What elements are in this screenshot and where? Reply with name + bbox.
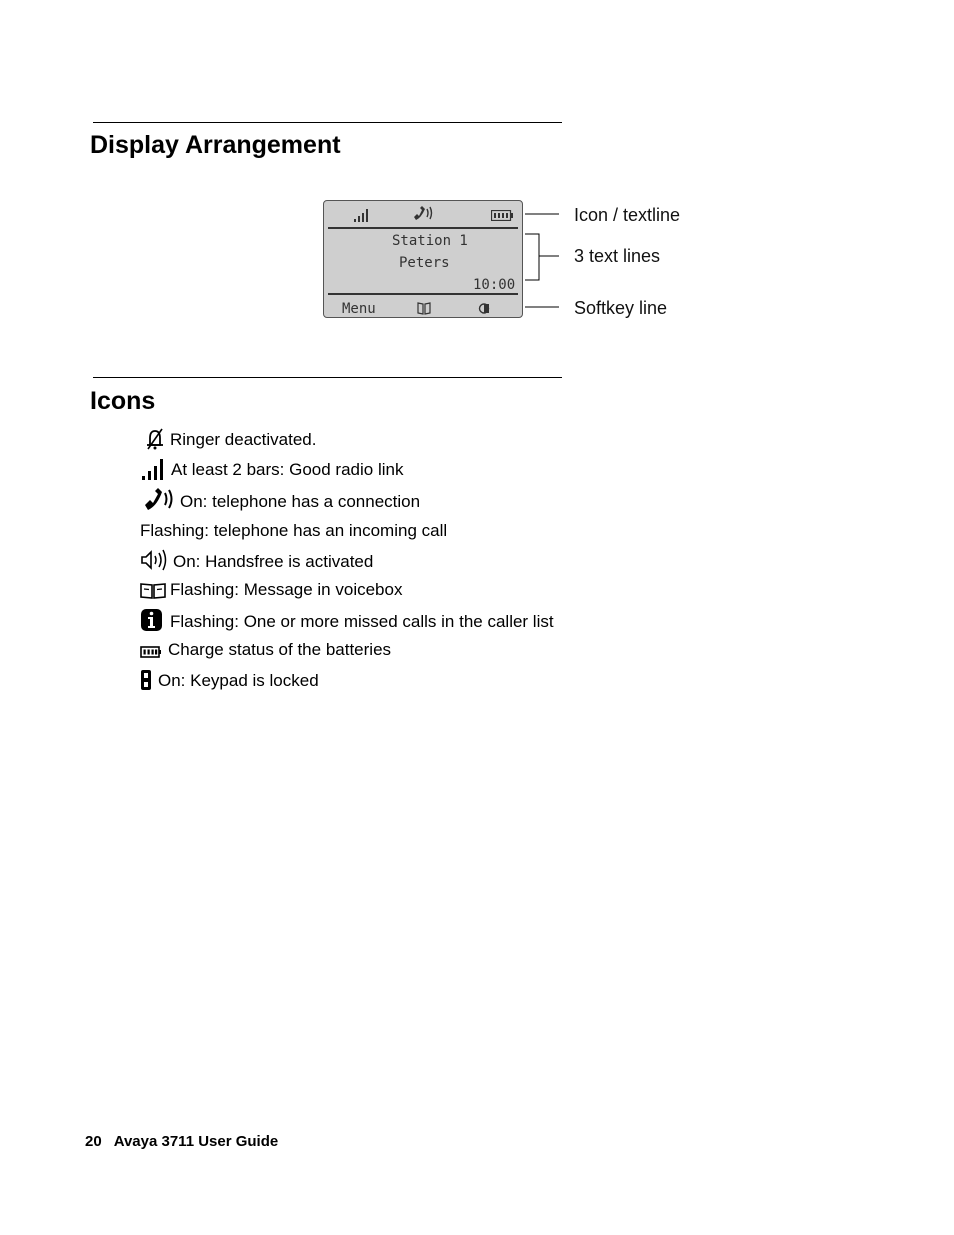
list-item: Flashing: One or more missed calls in the caller list bbox=[140, 608, 554, 632]
callout-icon-textline: Icon / textline bbox=[574, 205, 681, 225]
lcd-text-line-2: Peters bbox=[399, 255, 450, 271]
page-footer bbox=[85, 1133, 278, 1150]
lcd-text-line-3: 10:00 bbox=[473, 277, 516, 293]
section-divider bbox=[93, 122, 562, 123]
phone-connection-icon bbox=[144, 488, 176, 512]
list-item: Charge status of the batteries bbox=[140, 640, 391, 660]
ringer-off-icon bbox=[144, 428, 166, 450]
list-item: Ringer deactivated. bbox=[144, 428, 316, 450]
battery-icon bbox=[491, 210, 513, 221]
phone-connection-icon bbox=[413, 206, 433, 222]
list-item: At least 2 bars: Good radio link bbox=[142, 458, 403, 480]
phonebook-icon bbox=[417, 302, 431, 315]
lcd-display bbox=[323, 200, 523, 318]
callout-lines bbox=[523, 205, 563, 315]
callout-text-lines: 3 text lines bbox=[574, 246, 661, 266]
voicebox-icon bbox=[140, 580, 166, 600]
signal-bars-icon bbox=[142, 458, 167, 480]
lcd-separator bbox=[328, 227, 518, 229]
battery-icon bbox=[140, 644, 164, 660]
page-number: 20 bbox=[85, 1133, 102, 1150]
list-item: On: Handsfree is activated bbox=[140, 548, 373, 572]
list-item: On: telephone has a connection bbox=[144, 488, 420, 512]
list-item: Flashing: telephone has an incoming call bbox=[140, 521, 448, 540]
section-title-icons: Icons bbox=[90, 387, 156, 415]
missed-calls-icon bbox=[140, 608, 166, 632]
callout-softkey-line: Softkey line bbox=[574, 298, 668, 318]
list-item: On: Keypad is locked bbox=[140, 669, 319, 691]
handsfree-icon bbox=[140, 548, 169, 572]
signal-bars-icon bbox=[354, 208, 370, 222]
section-title-display: Display Arrangement bbox=[90, 131, 341, 159]
guide-title: Avaya 3711 User Guide bbox=[113, 1133, 279, 1150]
lcd-softkey-menu: Menu bbox=[342, 301, 376, 317]
list-item: Flashing: Message in voicebox bbox=[140, 580, 402, 600]
lcd-text-line-1: Station 1 bbox=[392, 233, 468, 249]
keypad-lock-icon bbox=[140, 669, 154, 691]
settings-icon bbox=[477, 302, 491, 315]
lcd-separator bbox=[328, 293, 518, 295]
section-divider bbox=[93, 377, 562, 378]
